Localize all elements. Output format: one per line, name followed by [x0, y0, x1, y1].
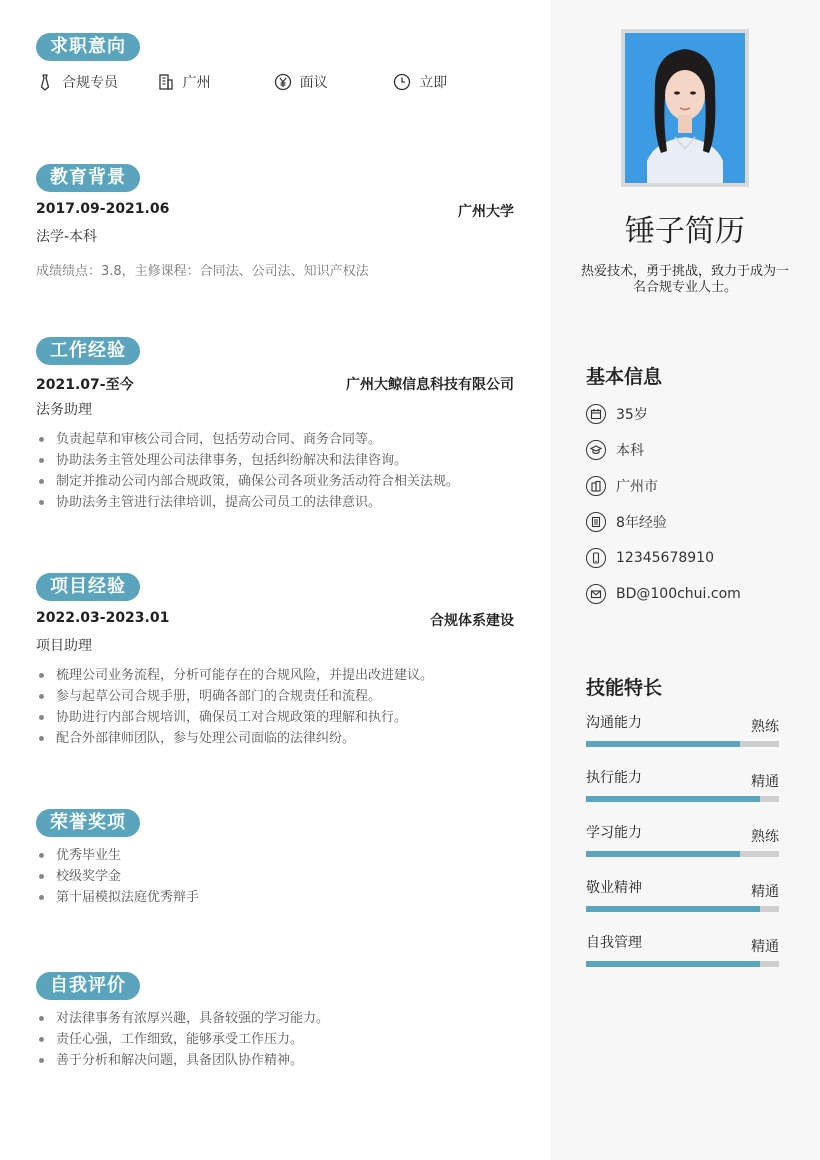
list-item: 负责起草和审核公司合同，包括劳动合同、商务合同等。 — [36, 429, 514, 450]
portrait-photo — [625, 33, 745, 183]
intent-availability-label: 立即 — [419, 75, 448, 91]
skill-bar-fill — [586, 796, 760, 802]
work-role: 法务助理 — [36, 402, 92, 418]
section-title-project: 项目经验 — [36, 573, 140, 601]
list-item: 校级奖学金 — [36, 866, 514, 887]
work-period: 2021.07-至今 — [36, 377, 134, 393]
clock-icon — [393, 73, 411, 91]
skill-bar-fill — [586, 741, 740, 747]
list-item: 制定并推动公司内部合规政策，确保公司各项业务活动符合相关法规。 — [36, 471, 514, 492]
skill-bar — [586, 906, 779, 912]
list-item: 梳理公司业务流程，分析可能存在的合规风险，并提出改进建议。 — [36, 665, 514, 686]
info-degree — [586, 432, 786, 468]
education-note: 成绩绩点：3.8，主修课程：合同法、公司法、知识产权法 — [36, 264, 369, 279]
skill-item — [586, 932, 779, 987]
list-item: 对法律事务有浓厚兴趣，具备较强的学习能力。 — [36, 1008, 514, 1029]
skill-name: 沟通能力 — [586, 715, 642, 731]
skill-bar — [586, 741, 779, 747]
intent-availability — [393, 72, 514, 92]
section-title-education: 教育背景 — [36, 164, 140, 192]
intent-position — [36, 72, 157, 92]
skill-level: 精通 — [751, 884, 779, 900]
skill-level: 熟练 — [751, 719, 779, 735]
section-title-work: 工作经验 — [36, 337, 140, 365]
list-item: 优秀毕业生 — [36, 845, 514, 866]
skill-bar — [586, 796, 779, 802]
portrait-illustration — [625, 33, 745, 183]
info-email — [586, 576, 786, 612]
skill-bar — [586, 961, 779, 967]
skill-bar — [586, 851, 779, 857]
work-company: 广州大鲸信息科技有限公司 — [346, 377, 514, 393]
project-name: 合规体系建设 — [430, 613, 514, 629]
list-item: 配合外部律师团队，参与处理公司面临的法律纠纷。 — [36, 728, 514, 749]
info-city — [586, 468, 786, 504]
intent-salary-label: 面议 — [299, 75, 328, 91]
city-icon — [586, 476, 606, 496]
work-bullets — [36, 429, 514, 513]
self-eval-section — [36, 972, 514, 1071]
skill-item — [586, 767, 779, 822]
list-item: 第十届模拟法庭优秀辩手 — [36, 887, 514, 908]
list-item: 协助法务主管处理公司法律事务，包括纠纷解决和法律咨询。 — [36, 450, 514, 471]
project-header — [36, 610, 514, 630]
list-item: 参与起草公司合规手册，明确各部门的合规责任和流程。 — [36, 686, 514, 707]
info-experience-value: 8年经验 — [616, 515, 667, 531]
intent-city — [157, 72, 274, 92]
section-title-skills: 技能特长 — [586, 677, 663, 699]
skill-bar-fill — [586, 851, 740, 857]
list-item: 协助进行内部合规培训，确保员工对合规政策的理解和执行。 — [36, 707, 514, 728]
yen-icon — [274, 73, 292, 91]
skill-level: 精通 — [751, 774, 779, 790]
info-email-value: BD@100chui.com — [616, 586, 741, 602]
skill-name: 自我管理 — [586, 935, 642, 951]
self-eval-bullets — [36, 1008, 514, 1071]
skill-item — [586, 877, 779, 932]
skill-item — [586, 712, 779, 767]
education-period: 2017.09-2021.06 — [36, 201, 170, 217]
project-bullets — [36, 665, 514, 749]
document-icon — [586, 512, 606, 532]
skill-bar-fill — [586, 961, 760, 967]
avatar — [621, 29, 749, 187]
intent-city-label: 广州 — [182, 75, 211, 91]
profile-motto: 热爱技术，勇于挑战，致力于成为一名合规专业人士。 — [580, 264, 789, 295]
email-icon — [586, 584, 606, 604]
honors-section — [36, 809, 514, 908]
profile-name: 锤子简历 — [625, 214, 745, 249]
skill-level: 精通 — [751, 939, 779, 955]
info-degree-value: 本科 — [616, 443, 644, 459]
project-role: 项目助理 — [36, 638, 92, 654]
list-item: 协助法务主管进行法律培训，提高公司员工的法律意识。 — [36, 492, 514, 513]
project-section — [36, 573, 514, 749]
tie-icon — [36, 73, 54, 91]
skill-name: 敬业精神 — [586, 880, 642, 896]
info-experience — [586, 504, 786, 540]
work-header — [36, 374, 514, 394]
phone-icon — [586, 548, 606, 568]
section-title-honors: 荣誉奖项 — [36, 809, 140, 837]
section-title-self-eval: 自我评价 — [36, 972, 140, 1000]
info-age-value: 35岁 — [616, 407, 648, 423]
education-major: 法学-本科 — [36, 229, 98, 245]
skills-list — [586, 712, 779, 987]
skill-bar-fill — [586, 906, 760, 912]
education-school: 广州大学 — [458, 204, 514, 220]
skill-name: 学习能力 — [586, 825, 642, 841]
info-phone-value: 12345678910 — [616, 550, 714, 566]
list-item: 责任心强，工作细致，能够承受工作压力。 — [36, 1029, 514, 1050]
honors-bullets — [36, 845, 514, 908]
project-period: 2022.03-2023.01 — [36, 610, 170, 626]
section-title-basic-info: 基本信息 — [586, 366, 663, 388]
intent-salary — [274, 72, 394, 92]
education-section — [36, 164, 514, 279]
graduation-cap-icon — [586, 440, 606, 460]
intent-position-label: 合规专员 — [62, 75, 118, 91]
info-phone — [586, 540, 786, 576]
intent-row — [36, 72, 514, 92]
job-intent-section — [36, 33, 514, 92]
info-city-value: 广州市 — [616, 479, 658, 495]
calendar-icon — [586, 404, 606, 424]
basic-info-list — [586, 396, 786, 612]
info-age — [586, 396, 786, 432]
work-section — [36, 337, 514, 513]
section-title-job-intent: 求职意向 — [36, 33, 140, 61]
skill-name: 执行能力 — [586, 770, 642, 786]
building-icon — [157, 73, 175, 91]
list-item: 善于分析和解决问题，具备团队协作精神。 — [36, 1050, 514, 1071]
skill-level: 熟练 — [751, 829, 779, 845]
skill-item — [586, 822, 779, 877]
education-header — [36, 201, 514, 221]
